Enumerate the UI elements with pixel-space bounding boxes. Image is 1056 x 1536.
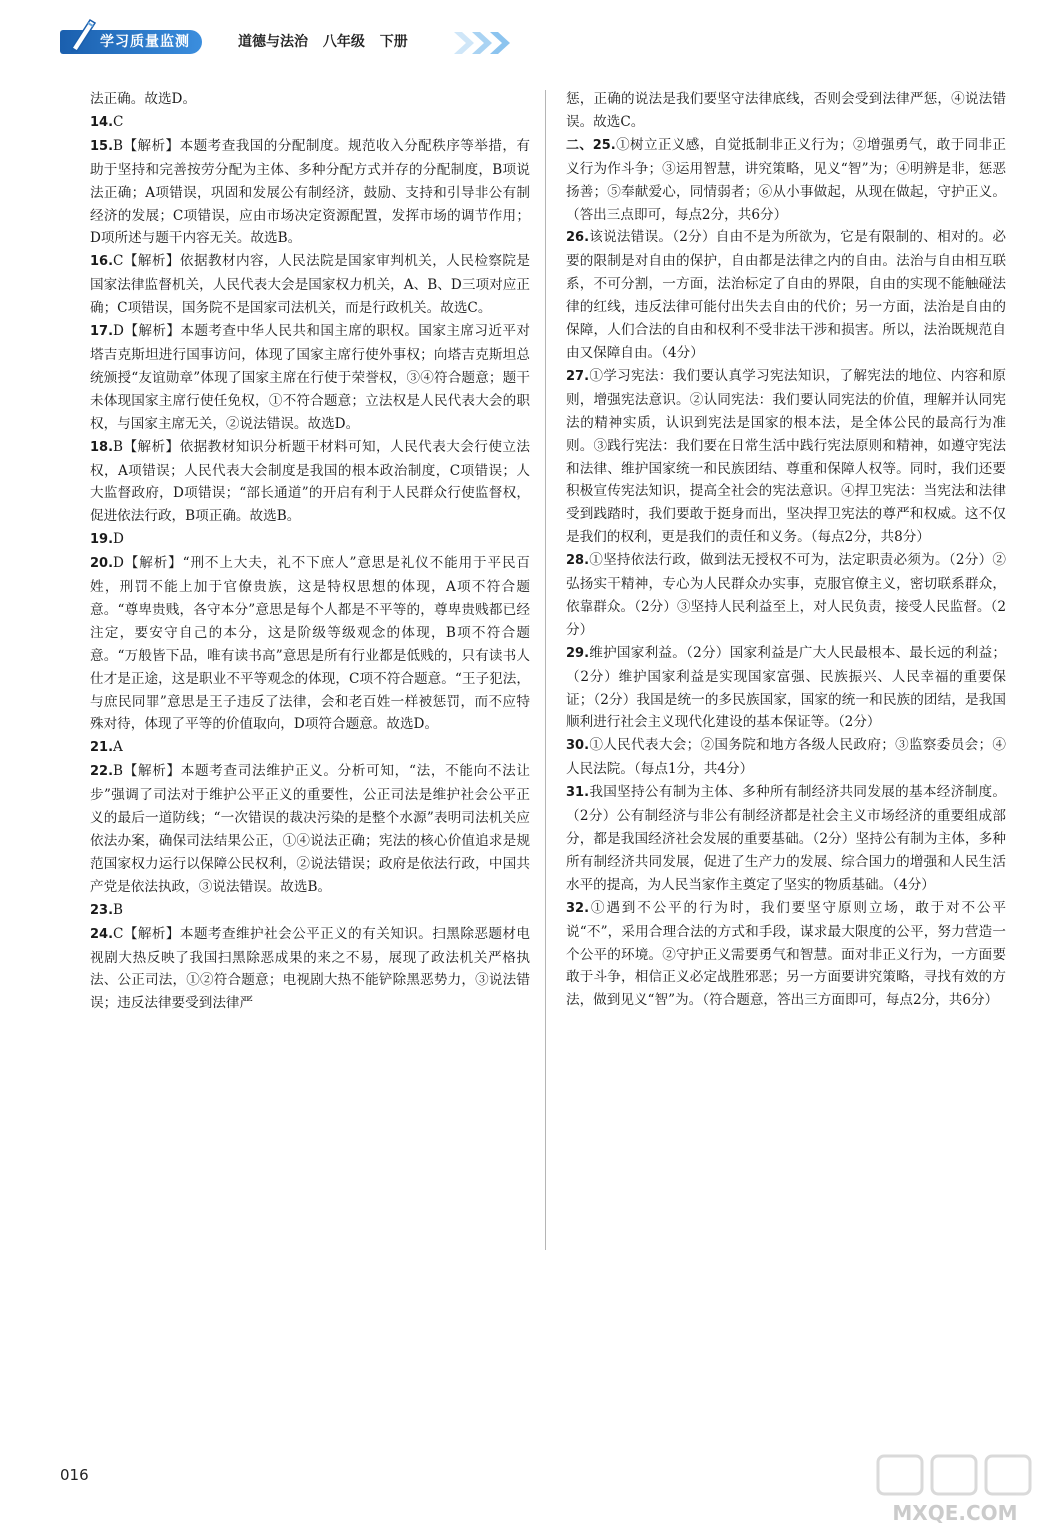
question-number: 26. [566, 230, 590, 246]
question-number: 19. [90, 532, 114, 548]
answer-text: 维护国家利益。（2分）国家利益是广大人民最根本、最长远的利益；（2分）维护国家利益是实现国家富强、民族振兴、人民幸福的重要保证；（2分）我国是统一的多民族国家，国家的统一和民族的团结，是我国顺利进行社会主义现代化建设的基本保证等。（2分） [566, 644, 1006, 731]
answer-entry [90, 88, 530, 111]
answer-column-right [566, 88, 1006, 1012]
question-number: 29. [566, 645, 590, 661]
answer-entry [566, 642, 1006, 735]
answer-entry [90, 736, 530, 760]
answer-entry [566, 226, 1006, 364]
question-number: 28. [566, 553, 590, 569]
page-number: 016 [60, 1466, 89, 1484]
answer-text: A [113, 739, 123, 756]
answer-entry [90, 923, 530, 1016]
answer-text: ①遇到不公平的行为时，我们要坚守原则立场，敢于对不公平说“不”，采用合理合法的方式和手段，谋求最大限度的公平，努力营造一个公平的环境。②守护正义需要勇气和智慧。面对非正义行为，一方面要敢于斗争，相信正义必定战胜邪恶；另一方面要讲究策略，寻找有效的方法，做到见义“智”为。（符合题意，答出三方面即可，每点2分，共6分） [566, 899, 1006, 1009]
answer-text: B【解析】本题考查司法维护正义。分析可知，“法，不能向不法让步”强调了司法对于维护公平正义的重要性，公正司法是维护社会公平正义的最后一道防线；“一次错误的裁决污染的是整个水源”表明司法机关应依法办案，确保司法结果公正，①④说法正确；宪法的核心价值追求是规范国家权力运行以保障公民权利，②说法错误；政府是依法行政，中国共产党是依法执政，③说法错误。故选B。 [90, 763, 530, 895]
answer-text: 该说法错误。（2分）自由不是为所欲为，它是有限制的、相对的。必要的限制是对自由的保护，自由都是法律之内的自由。法治与自由相互联系，不可分割，一方面，法治标定了自由的界限，自由的实现不能触碰法律的红线，违反法律可能付出失去自由的代价；另一方面，法治是自由的保障，人们合法的自由和权利不受非法干涉和损害。所以，法治既规范自由又保障自由。（4分） [566, 229, 1006, 361]
answer-text: B [113, 901, 124, 918]
answer-entry [90, 760, 530, 898]
question-number: 27. [566, 368, 590, 384]
answer-text: D [113, 531, 124, 548]
answer-text: C [113, 113, 124, 130]
answer-entry [566, 897, 1006, 1013]
question-number: 14. [90, 114, 114, 130]
answer-entry [90, 528, 530, 552]
question-number: 20. [90, 556, 114, 572]
question-number: 15. [90, 138, 114, 154]
watermark-text: MXQE.COM [892, 1501, 1018, 1525]
question-number: 二、25. [566, 137, 616, 153]
answer-text: B【解析】依据教材知识分析题干材料可知，人民代表大会行使立法权，A项错误；人民代表大会制度是我国的根本政治制度，C项错误；人大监督政府，D项错误；“部长通道”的开启有利于人民群众行使监督权，促进依法行政，B项正确。故选B。 [90, 438, 530, 525]
answer-text: ①坚持依法行政，做到法无授权不可为，法定职责必须为。（2分）②弘扬实干精神，专心为人民群众办实事，克服官僚主义，密切联系群众，依靠群众。（2分）③坚持人民利益至上，对人民负责，接受人民监督。（2分） [566, 552, 1006, 638]
answer-entry [90, 111, 530, 135]
answer-entry [90, 250, 530, 320]
answer-text: ①人民代表大会；②国务院和地方各级人民政府；③监察委员会；④人民法院。（每点1分，共4分） [566, 737, 1006, 778]
answer-entry [566, 365, 1006, 549]
answer-entry [90, 436, 530, 529]
answer-entry [90, 135, 530, 251]
question-number: 16. [90, 254, 114, 270]
answer-entry [90, 320, 530, 436]
question-number: 30. [566, 738, 590, 754]
answer-entry [566, 549, 1006, 642]
answer-text: 惩，正确的说法是我们要坚守法律底线，否则会受到法律严惩，④说法错误。故选C。 [566, 91, 1006, 130]
subject-label: 道德与法治 八年级 下册 [238, 34, 408, 50]
answer-text: ①学习宪法：我们要认真学习宪法知识，了解宪法的地位、内容和原则，增强宪法意识。②认同宪法：我们要认同宪法的价值，理解并认同宪法的精神实质，认识到宪法是国家的根本法，是全体公民的最高行为准则。③践行宪法：我们要在日常生活中践行宪法原则和精神，如遵守宪法和法律、维护国家统一和民族团结、尊重和保障人权等。同时，我们还要积极宣传宪法知识，提高全社会的宪法意识。④捍卫宪法：当宪法和法律受到践踏时，我们要敢于挺身而出，坚决捍卫宪法的尊严和权威。这不仅是我们的权利，更是我们的责任和义务。（每点2分，共8分） [566, 367, 1006, 546]
answer-entry [566, 781, 1006, 897]
chevron-arrows-icon [452, 30, 518, 56]
answer-text: D【解析】本题考查中华人民共和国主席的职权。国家主席习近平对塔吉克斯坦进行国事访问，体现了国家主席行使外事权；向塔吉克斯坦总统颁授“友谊勋章”体现了国家主席在行使于荣誉权，③④符合题意；题干未体现国家主席行使任免权，①不符合题意；立法权是人民代表大会的职权，与国家主席无关，②说法错误。故选D。 [90, 323, 530, 432]
answer-entry [90, 552, 530, 736]
answer-entry [90, 899, 530, 923]
question-number: 32. [566, 900, 590, 916]
series-title: 学习质量监测 [100, 34, 190, 50]
answer-entry [566, 134, 1006, 227]
answer-text: D【解析】“刑不上大夫，礼不下庶人”意思是礼仪不能用于平民百姓，刑罚不能上加于官僚贵族，这是特权思想的体现，A项不符合题意。“尊卑贵贱，各守本分”意思是每个人都是不平等的，尊卑贵贱都已经注定，要安守自己的本分，这是阶级等级观念的体现，B项不符合题意。“万般皆下品，唯有读书高”意思是所有行业都是低贱的，只有读书人仕才是正途，这是职业不平等观念的体现，C项不符合题意。“王子犯法，与庶民同罪”意思是王子违反了法律，会和老百姓一样被惩罚，而不应特殊对待，体现了平等的价值取向，D项符合题意。故选D。 [90, 555, 530, 733]
answer-text: C【解析】依据教材内容，人民法院是国家审判机关，人民检察院是国家法律监督机关，人民代表大会是国家权力机关，A、B、D三项对应正确；C项错误，国务院不是国家司法机关，而是行政机关。故选C。 [90, 253, 530, 317]
question-number: 23. [90, 902, 114, 918]
question-number: 24. [90, 926, 114, 942]
watermark-logo [870, 1450, 1040, 1530]
question-number: 21. [90, 740, 114, 756]
pen-icon [68, 16, 98, 52]
answer-text: C【解析】本题考查维护社会公平正义的有关知识。扫黑除恶题材电视剧大热反映了我国扫黑除恶成果的来之不易，展现了政法机关严格执法、公正司法，①②符合题意；电视剧大热不能铲除黑恶势力，③说法错误；违反法律要受到法律严 [90, 925, 530, 1012]
answer-text: ①树立正义感，自觉抵制非正义行为；②增强勇气，敢于同非正义行为作斗争；③运用智慧，讲究策略，见义“智”为；④明辨是非，惩恶扬善；⑤奉献爱心，同情弱者；⑥从小事做起，从现在做起，守护正义。（答出三点即可，每点2分，共6分） [566, 136, 1007, 223]
column-divider [545, 90, 546, 1250]
answer-entry [566, 734, 1006, 781]
page-header [60, 22, 520, 62]
question-number: 31. [566, 785, 590, 801]
question-number: 22. [90, 764, 114, 780]
answer-text: 我国坚持公有制为主体、多种所有制经济共同发展的基本经济制度。（2分）公有制经济与非公有制经济都是社会主义市场经济的重要组成部分，都是我国经济社会发展的重要基础。（2分）坚持公有制为主体，多种所有制经济共同发展，促进了生产力的发展、综合国力的增强和人民生活水平的提高，为人民当家作主奠定了坚实的物质基础。（4分） [566, 784, 1006, 893]
answer-column-left [90, 88, 530, 1015]
question-number: 18. [90, 439, 114, 455]
answer-text: B【解析】本题考查我国的分配制度。规范收入分配秩序等举措，有助于坚持和完善按劳分配为主体、多种分配方式并存的分配制度，B项说法正确；A项错误，巩固和发展公有制经济，鼓励、支持和引导非公有制经济的发展；C项错误，应由市场决定资源配置，发挥市场的调节作用；D项所述与题干内容无关。故选B。 [90, 137, 530, 247]
question-number: 17. [90, 324, 114, 340]
answer-text: 法正确。故选D。 [90, 91, 197, 107]
answer-entry [566, 88, 1006, 134]
